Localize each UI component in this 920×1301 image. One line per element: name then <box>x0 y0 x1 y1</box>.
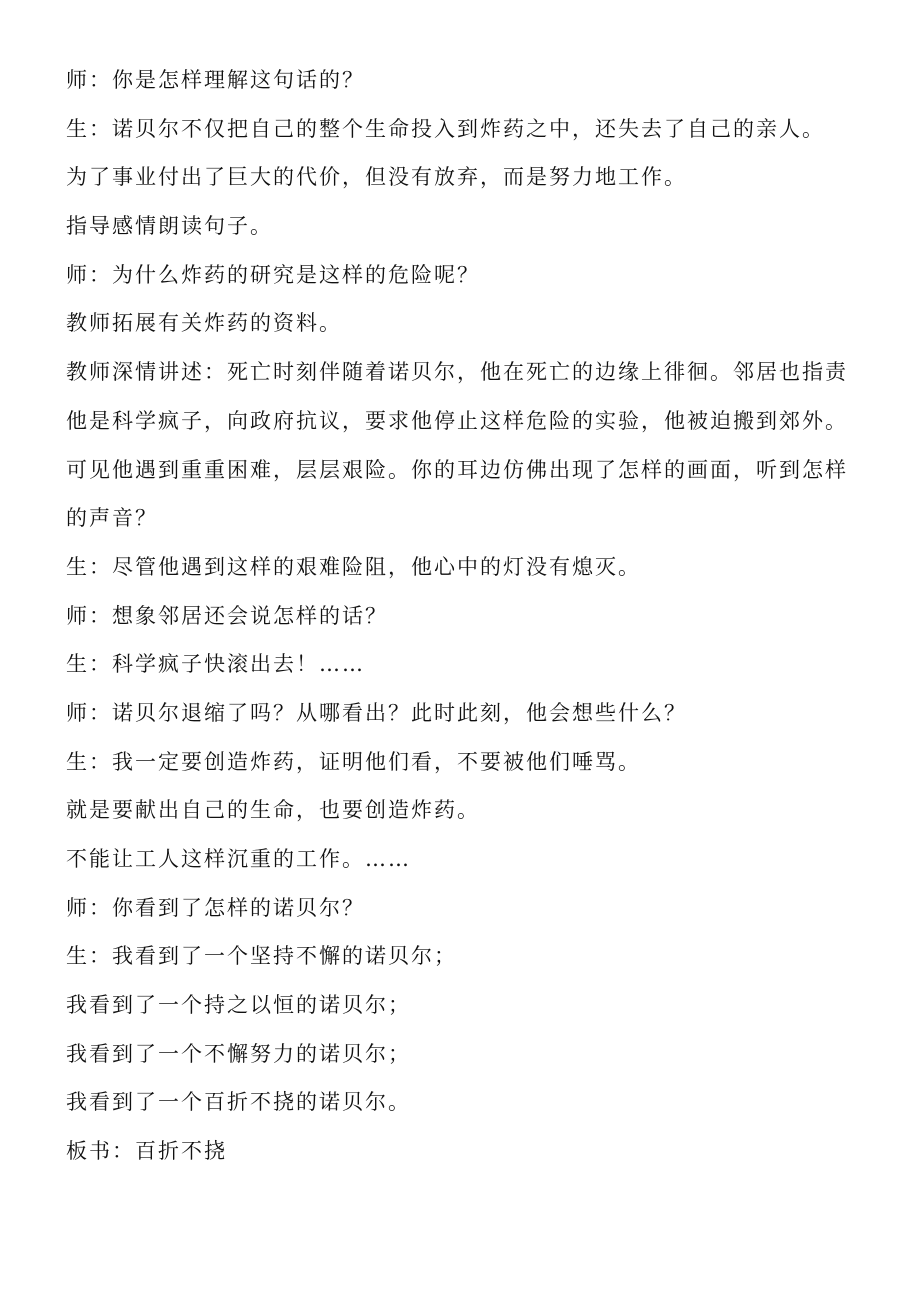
text-line: 我看到了一个持之以恒的诺贝尔； <box>66 993 411 1018</box>
text-line: 板书：百折不挠 <box>66 1139 227 1164</box>
document-body <box>66 66 866 1186</box>
text-line: 师：为什么炸药的研究是这样的危险呢？ <box>66 262 480 287</box>
text-line: 师：你是怎样理解这句话的？ <box>66 68 365 92</box>
text-line: 教师拓展有关炸药的资料。 <box>66 311 342 336</box>
text-line: 可见他遇到重重困难，层层艰险。你的耳边仿佛出现了怎样的画面，听到怎样 <box>66 457 848 482</box>
text-line: 生：尽管他遇到这样的艰难险阻，他心中的灯没有熄灭。 <box>66 554 641 579</box>
text-line: 师：你看到了怎样的诺贝尔？ <box>66 895 365 920</box>
text-line: 我看到了一个不懈努力的诺贝尔； <box>66 1041 411 1066</box>
text-line: 为了事业付出了巨大的代价，但没有放弃，而是努力地工作。 <box>66 165 687 190</box>
text-line: 师：诺贝尔退缩了吗？从哪看出？此时此刻，他会想些什么？ <box>66 700 687 725</box>
text-line: 生：诺贝尔不仅把自己的整个生命投入到炸药之中，还失去了自己的亲人。 <box>66 116 825 141</box>
text-line: 指导感情朗读句子。 <box>66 214 273 239</box>
text-line: 生：我看到了一个坚持不懈的诺贝尔； <box>66 944 457 969</box>
text-line: 师：想象邻居还会说怎样的话？ <box>66 603 388 628</box>
text-line: 生：科学疯子快滚出去！…… <box>66 652 365 677</box>
text-line: 生：我一定要创造炸药，证明他们看，不要被他们唾骂。 <box>66 749 641 774</box>
text-line: 他是科学疯子，向政府抗议，要求他停止这样危险的实验，他被迫搬到郊外。 <box>66 408 848 433</box>
text-line: 不能让工人这样沉重的工作。…… <box>66 847 411 871</box>
text-line: 我看到了一个百折不挠的诺贝尔。 <box>66 1090 411 1115</box>
text-line: 教师深情讲述：死亡时刻伴随着诺贝尔，他在死亡的边缘上徘徊。邻居也指责 <box>66 360 848 385</box>
text-line: 就是要献出自己的生命，也要创造炸药。 <box>66 798 480 823</box>
text-line: 的声音？ <box>66 506 158 531</box>
